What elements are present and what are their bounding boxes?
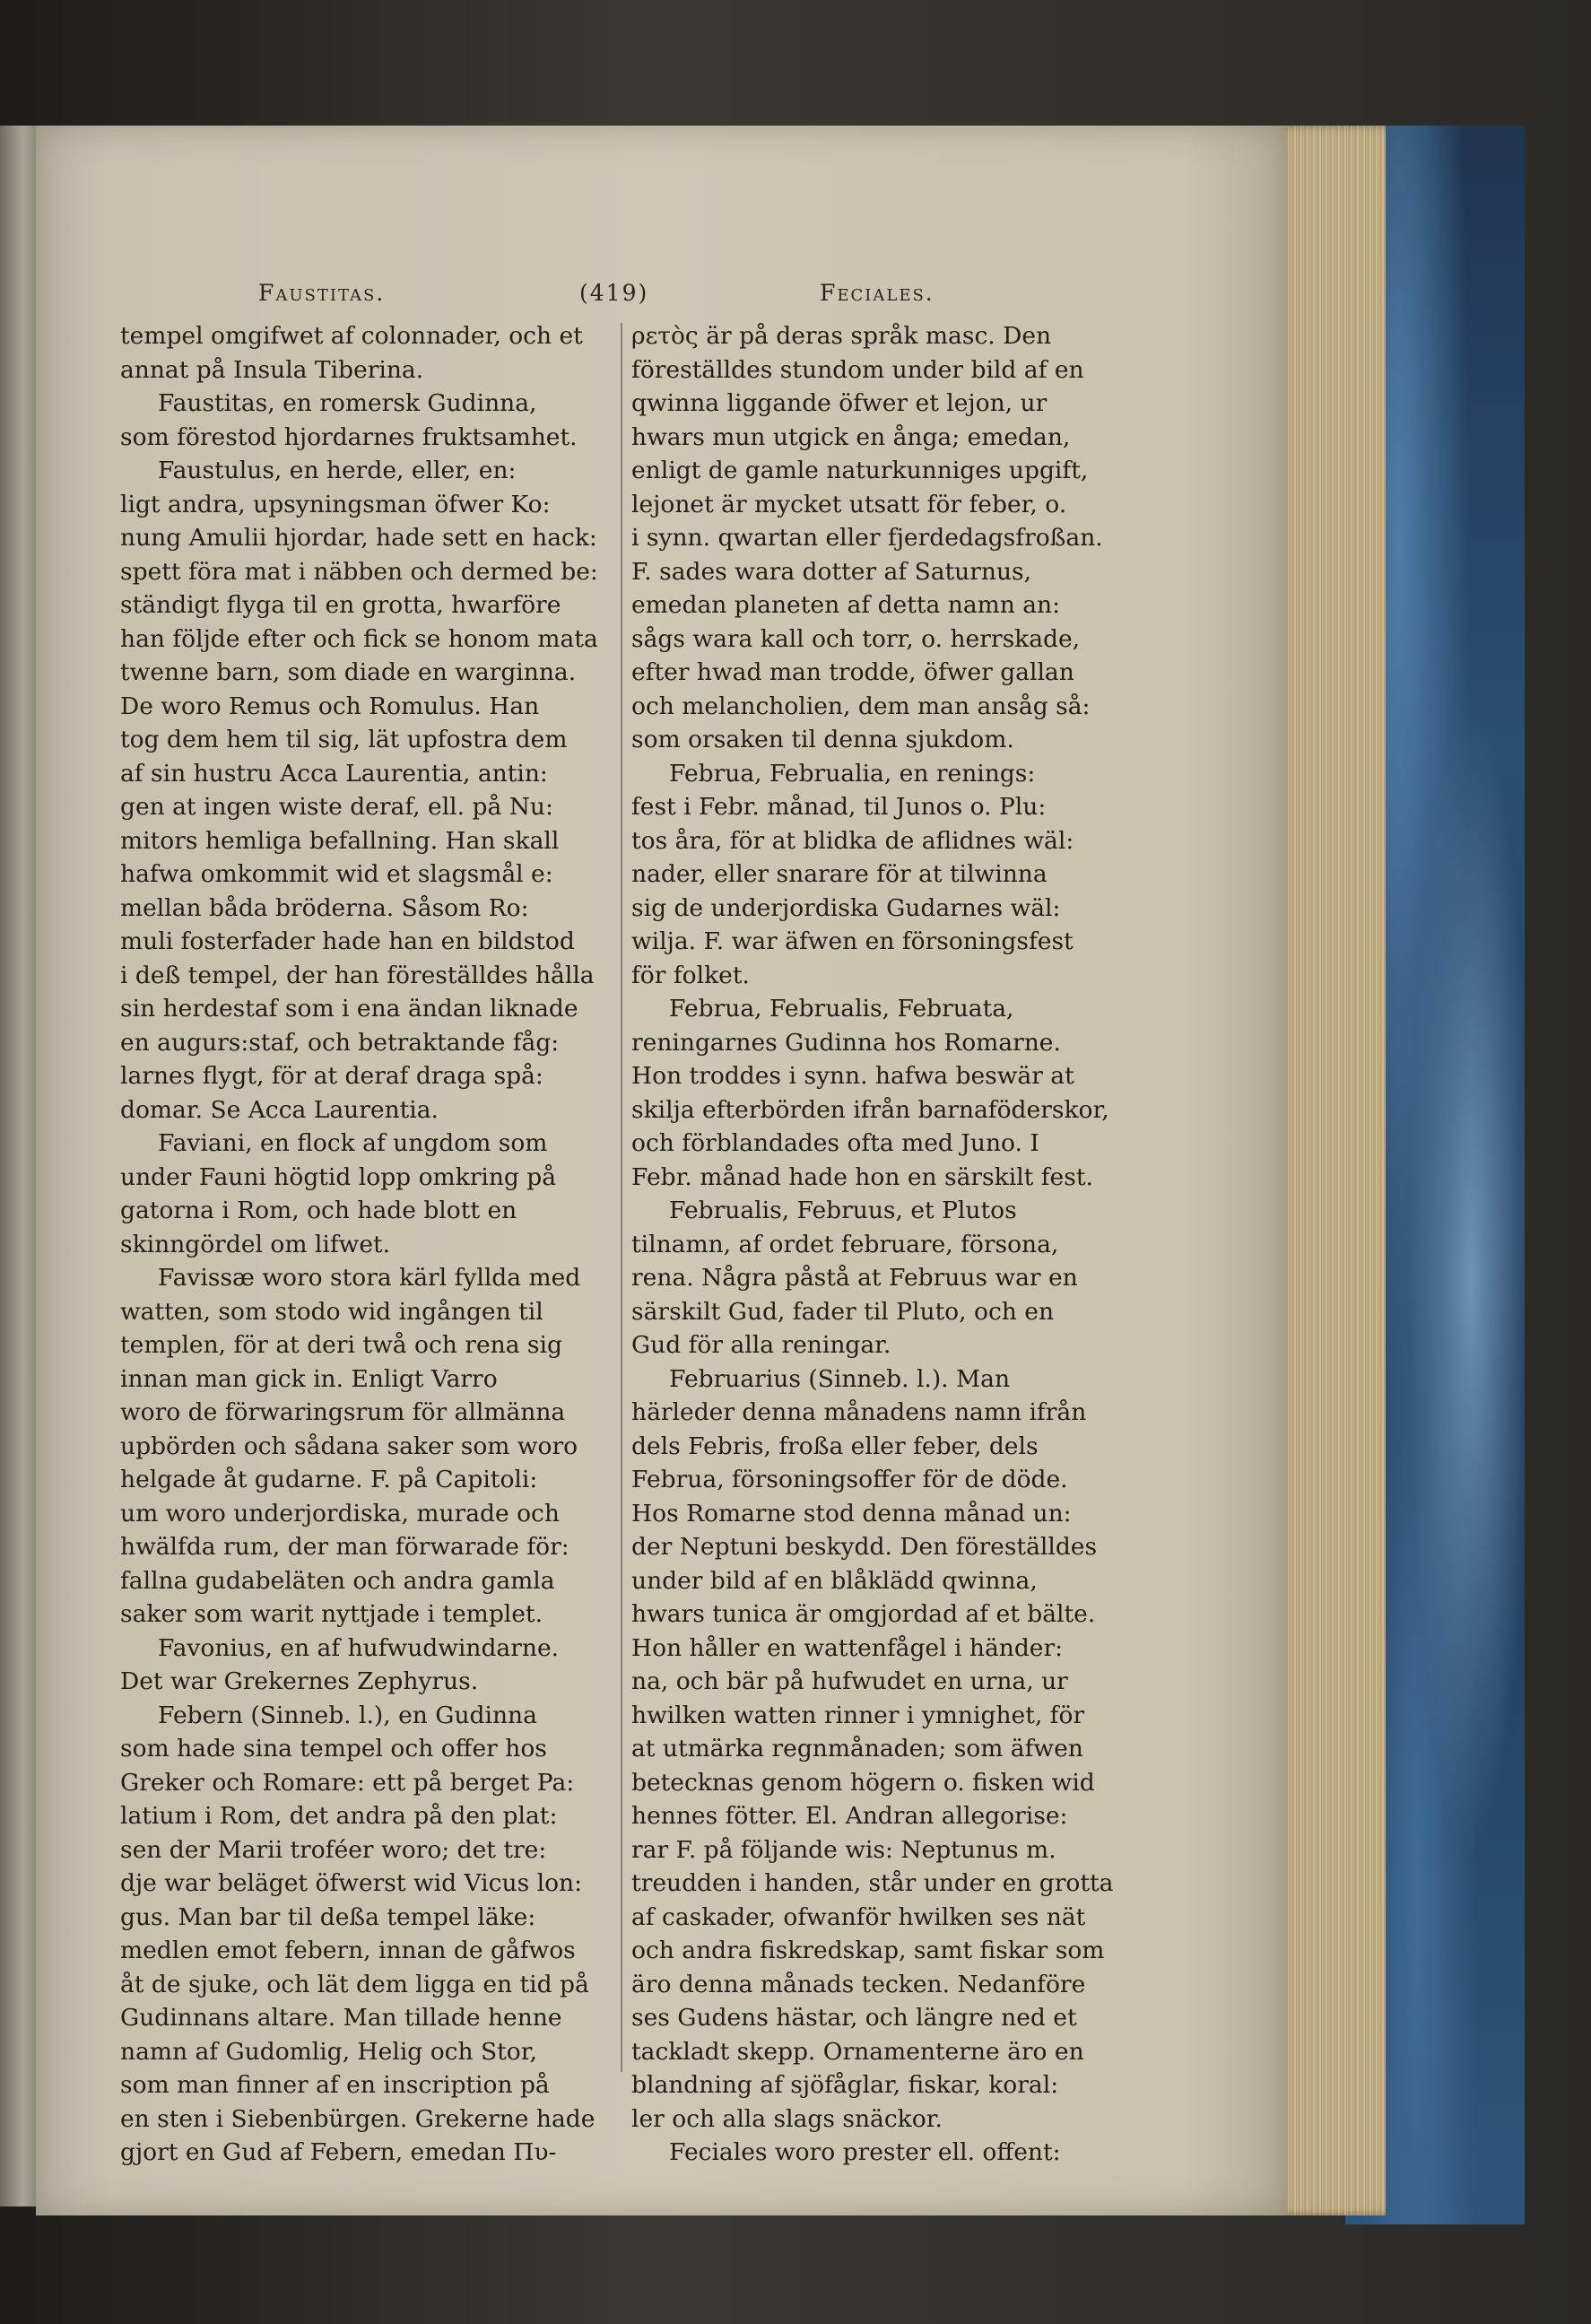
text-line: en sten i Siebenbürgen. Grekerne hade [120, 2104, 596, 2133]
text-line: betecknas genom högern o. fisken wid [631, 1768, 1095, 1797]
text-line: reningarnes Gudinna hos Romarne. [631, 1028, 1061, 1057]
text-line: medlen emot febern, innan de gåfwos [120, 1937, 576, 1964]
text-line: innan man gick in. Enligt Varro [120, 1364, 498, 1393]
text-line: tog dem hem til sig, lät upfostra dem [120, 726, 568, 753]
text-line: gjort en Gud af Febern, emedan Πυ- [120, 2138, 557, 2166]
text-line: Faustulus, en herde, eller, en: [158, 457, 517, 484]
text-line: spett föra mat i näbben och dermed be: [120, 557, 598, 586]
text-line: mellan båda bröderna. Såsom Ro: [120, 893, 529, 922]
text-line: åt de sjuke, och lät dem ligga en tid på [120, 1970, 589, 1998]
text-line: Gudinnans altare. Man tillade henne [120, 2004, 562, 2032]
text-line: rena. Några påstå at Februus war en [631, 1264, 1078, 1292]
page-block-edges [1278, 126, 1386, 2215]
text-line: at utmärka regnmånaden; som äfwen [631, 1735, 1083, 1763]
text-line: F. sades wara dotter af Saturnus, [631, 557, 1032, 586]
text-line: gus. Man bar til deßa tempel läke: [120, 1902, 536, 1931]
text-line: särskilt Gud, fader til Pluto, och en [631, 1297, 1055, 1326]
text-line: upbörden och sådana saker som woro [120, 1432, 578, 1460]
text-line: af caskader, ofwanför hwilken ses nät [631, 1902, 1086, 1931]
right-column [631, 319, 1126, 2170]
text-line: De woro Remus och Romulus. Han [120, 692, 540, 720]
text-line: ρετὸς är på deras språk masc. Den [631, 322, 1052, 350]
text-line: sågs wara kall och torr, o. herrskade, [631, 624, 1081, 653]
text-line: sen der Marii troféer woro; det tre: [120, 1835, 547, 1864]
text-line: Favissæ woro stora kärl fyllda med [158, 1264, 581, 1292]
text-line: qwinna liggande öfwer et lejon, ur [631, 389, 1048, 417]
text-line: hennes fötter. El. Andran allegorise: [631, 1802, 1068, 1830]
page-number: (419) [579, 280, 649, 306]
text-line: under bild af en blåklädd qwinna, [631, 1566, 1038, 1595]
text-line: Februalis, Februus, et Plutos [669, 1197, 1017, 1224]
text-line: Faustitas, en romersk Gudinna, [158, 389, 537, 417]
text-line: larnes flygt, för at deraf draga spå: [120, 1062, 543, 1090]
text-line: emedan planeten af detta namn an: [631, 591, 1061, 619]
text-line: som förestod hjordarnes fruktsamhet. [120, 422, 578, 451]
text-line: och melancholien, dem man ansåg så: [631, 692, 1091, 720]
text-line: sin herdestaf som i ena ändan liknade [120, 995, 578, 1023]
text-line: ses Gudens hästar, och längre ned et [631, 2004, 1077, 2032]
text-line: watten, som stodo wid ingången til [120, 1297, 543, 1326]
text-line: ständigt flyga til en grotta, hwarföre [120, 591, 561, 619]
text-line: under Fauni högtid lopp omkring på [120, 1162, 557, 1191]
text-line: fallna gudabeläten och andra gamla [120, 1566, 555, 1595]
text-line: blandning af sjöfåglar, fiskar, koral: [631, 2071, 1059, 2099]
facing-page-edge [0, 126, 40, 2206]
text-line: Februa, Februalis, Februata, [669, 995, 1014, 1023]
text-line: hwälfda rum, der man förwarade för: [120, 1533, 569, 1561]
text-line: tos åra, för at blidka de aflidnes wäl: [631, 826, 1074, 855]
text-line: Febern (Sinneb. l.), en Gudinna [158, 1701, 537, 1729]
text-line: för folket. [631, 961, 750, 989]
text-line: helgade åt gudarne. F. på Capitoli: [120, 1466, 538, 1493]
text-line: na, och bär på hufwudet en urna, ur [631, 1667, 1068, 1695]
text-line: i deß tempel, der han föreställdes hålla [120, 961, 595, 989]
text-line: saker som warit nyttjade i templet. [120, 1600, 543, 1628]
text-line: hwilken watten rinner i ymnighet, för [631, 1701, 1085, 1729]
text-line: twenne barn, som diade en warginna. [120, 658, 577, 686]
text-line: efter hwad man trodde, öfwer gallan [631, 658, 1074, 686]
text-line: hwars mun utgick en ånga; emedan, [631, 422, 1071, 451]
text-line: sig de underjordiska Gudarnes wäl: [631, 893, 1061, 922]
text-line: en augurs:staf, och betraktande fåg: [120, 1028, 560, 1057]
text-line: um woro underjordiska, murade och [120, 1499, 560, 1528]
text-line: Faviani, en flock af ungdom som [158, 1129, 548, 1157]
text-line: Feciales woro prester ell. offent: [669, 2138, 1061, 2166]
text-line: tilnamn, af ordet februare, försona, [631, 1230, 1059, 1258]
text-line: latium i Rom, det andra på den plat: [120, 1802, 558, 1830]
text-line: namn af Gudomlig, Helig och Stor, [120, 2037, 537, 2066]
text-line: och förblandades ofta med Juno. I [631, 1129, 1039, 1157]
text-line: domar. Se Acca Laurentia. [120, 1095, 439, 1124]
text-line: treudden i handen, står under en grotta [631, 1869, 1114, 1897]
text-line: ler och alla slags snäckor. [631, 2104, 943, 2133]
text-line: tackladt skepp. Ornamenterne äro en [631, 2037, 1084, 2066]
text-line: wilja. F. war äfwen en försoningsfest [631, 927, 1074, 955]
text-line: och andra fiskredskap, samt fiskar som [631, 1937, 1105, 1964]
text-line: härleder denna månadens namn ifrån [631, 1398, 1087, 1426]
text-line: lejonet är mycket utsatt för feber, o. [631, 490, 1067, 518]
text-line: tempel omgifwet af colonnader, och et [120, 322, 583, 350]
column-rule [621, 323, 622, 2072]
text-line: Februarius (Sinneb. l.). Man [669, 1364, 1011, 1393]
text-line: nader, eller snarare för at tilwinna [631, 860, 1048, 888]
text-line: skinngördel om lifwet. [120, 1230, 391, 1258]
text-line: Det war Grekernes Zephyrus. [120, 1667, 479, 1695]
running-header [117, 280, 1130, 316]
text-line: rar F. på följande wis: Neptunus m. [631, 1835, 1056, 1864]
text-line: af sin hustru Acca Laurentia, antin: [120, 759, 548, 788]
text-line: äro denna månads tecken. Nedanföre [631, 1970, 1086, 1998]
text-line: hafwa omkommit wid et slagsmål e: [120, 860, 553, 888]
header-left-headword: Faustitas. [258, 280, 386, 306]
text-line: ligt andra, upsyningsman öfwer Ko: [120, 490, 551, 518]
text-line: som man finner af en inscription på [120, 2071, 550, 2099]
text-line: enligt de gamle naturkunniges upgift, [631, 457, 1089, 484]
text-line: fest i Febr. månad, til Junos o. Plu: [631, 793, 1047, 821]
text-line: i synn. qwartan eller fjerdedagsfroßan. [631, 524, 1103, 552]
text-line: Febr. månad hade hon en särskilt fest. [631, 1162, 1093, 1191]
text-line: annat på Insula Tiberina. [120, 355, 424, 384]
text-line: som orsaken til denna sjukdom. [631, 726, 1014, 753]
text-line: Greker och Romare: ett på berget Pa: [120, 1768, 575, 1797]
text-line: föreställdes stundom under bild af en [631, 355, 1084, 384]
text-line: dels Febris, froßa eller feber, dels [631, 1432, 1039, 1460]
text-line: Favonius, en af hufwudwindarne. [158, 1633, 560, 1662]
text-line: muli fosterfader hade han en bildstod [120, 927, 575, 955]
text-line: Februa, Februalia, en renings: [669, 759, 1036, 788]
text-line: Hos Romarne stod denna månad un: [631, 1499, 1072, 1528]
left-column [120, 319, 615, 2170]
text-line: Februa, försoningsoffer för de döde. [631, 1466, 1068, 1493]
text-line: nung Amulii hjordar, hade sett en hack: [120, 524, 597, 552]
text-line: gen at ingen wiste deraf, ell. på Nu: [120, 793, 553, 821]
text-line: woro de förwaringsrum för allmänna [120, 1398, 566, 1426]
text-line: hwars tunica är omgjordad af et bälte. [631, 1600, 1096, 1628]
text-line: han följde efter och fick se honom mata [120, 624, 598, 653]
text-line: templen, för at deri twå och rena sig [120, 1331, 562, 1359]
text-line: dje war beläget öfwerst wid Vicus lon: [120, 1869, 583, 1897]
text-line: mitors hemliga befallning. Han skall [120, 826, 560, 855]
header-right-headword: Feciales. [820, 280, 935, 306]
text-line: skilja efterbörden ifrån barnaföderskor, [631, 1095, 1109, 1124]
text-line: Gud för alla reningar. [631, 1331, 891, 1359]
text-line: gatorna i Rom, och hade blott en [120, 1197, 517, 1224]
text-line: Hon håller en wattenfågel i händer: [631, 1633, 1064, 1662]
text-line: som hade sina tempel och offer hos [120, 1735, 547, 1763]
text-line: Hon troddes i synn. hafwa beswär at [631, 1062, 1074, 1090]
text-line: der Neptuni beskydd. Den föreställdes [631, 1533, 1098, 1561]
